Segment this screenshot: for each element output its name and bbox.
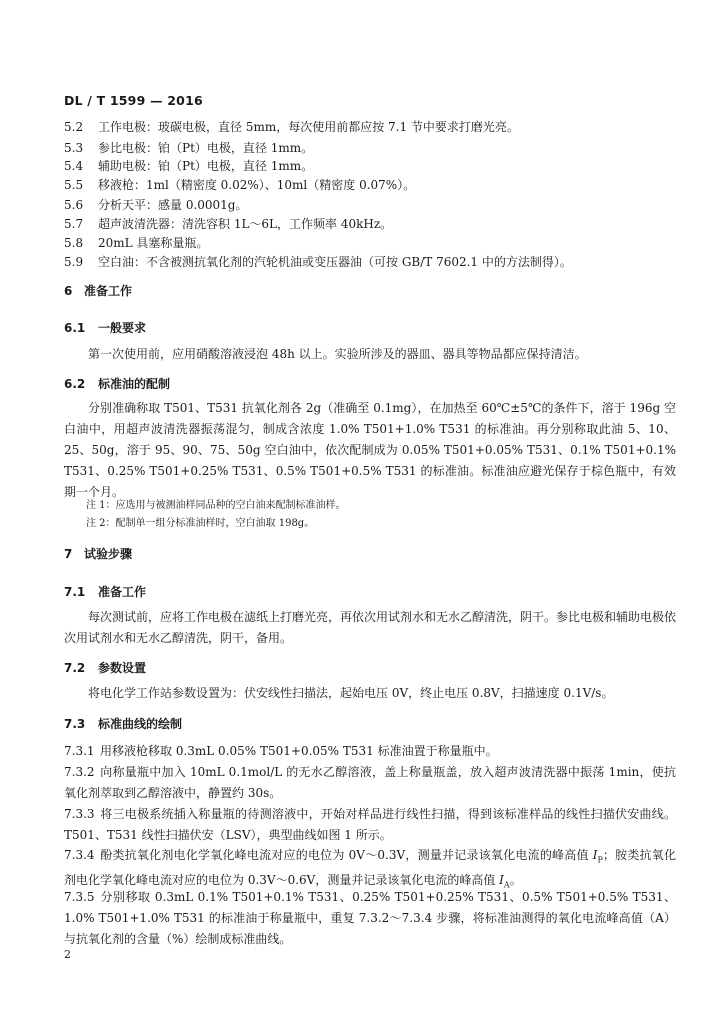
item-7-3-5: 7.3.5 分别移取 0.3mL 0.1% T501+0.1% T531、0.25% T501+0.25% T531、0.5% T501+0.5% T531、1.0% T501+1.0% T531 的标准油于称量瓶中，重复 7.3.2～7.3.4 步骤，将标准油测得的氧化电流峰高值（A）与抗氧化剂的含量（%）绘制成标准曲线。	[64, 890, 676, 946]
note-1: 注 1：应选用与被测油样同品种的空白油来配制标准油样。	[86, 500, 346, 511]
item-7-3-3: 7.3.3 将三电极系统插入称量瓶的待测溶液中，开始对样品进行线性扫描，得到该标准样品的线性扫描伏安曲线。T501、T531 线性扫描伏安（LSV），典型曲线如图 1 所示。	[64, 807, 676, 842]
section-7-heading: 7 试验步骤	[64, 547, 133, 561]
item-7-3-4: 7.3.4 酚类抗氧化剂电化学氧化峰电流对应的电位为 0V～0.3V，测量并记录该氧化电流的峰高值 $I_P$；胺类抗氧化剂电化学氧化峰电流对应的电位为 0.3V～0.6V，测量并记录该氧化电流的峰高值 $I_A$。	[64, 848, 676, 890]
item-7-3-1: 7.3.1 用移液枪移取 0.3mL 0.05% T501+0.05% T531 标准油置于称量瓶中。	[64, 744, 498, 758]
item-5-4: 5.4 辅助电极：铂（Pt）电极，直径 1mm。	[64, 159, 314, 173]
item-7-3-2: 7.3.2 向称量瓶中加入 10mL 0.1mol/L 的无水乙醇溶液，盖上称量瓶盖，放入超声波清洗器中振荡 1min，使抗氧化剂萃取到乙醇溶液中，静置约 30s。	[64, 765, 676, 800]
section-7-1-heading: 7.1 准备工作	[64, 585, 147, 599]
section-6-1-text: 第一次使用前，应用硝酸溶液浸泡 48h 以上。实验所涉及的器皿、器具等物品都应保持清洁。	[88, 347, 587, 361]
item-5-8: 5.8 20mL 具塞称量瓶。	[64, 236, 209, 250]
section-7-1-text: 每次测试前，应将工作电极在滤纸上打磨光亮，再依次用试剂水和无水乙醇清洗，阴干。参比电极和辅助电极依次用试剂水和无水乙醇清洗，阴干，备用。	[64, 610, 677, 645]
section-7-2-heading: 7.2 参数设置	[64, 661, 147, 675]
item-5-6: 5.6 分析天平：感量 0.0001g。	[64, 198, 248, 212]
page-number: 2	[64, 948, 71, 961]
section-6-2-text: 分别准确称取 T501、T531 抗氧化剂各 2g（准确至 0.1mg），在加热至 60℃±5℃的条件下，溶于 196g 空白油中，用超声波清洗器振荡混匀，制成含浓度 1.0% T501+1.0% T531 的标准油。再分别称取此油 5、10、25、50g，溶于 95、90、75、50g 空白油中，依次配制成为 0.05% T501+0.05% T531、0.1% T501+0.1% T531、0.25% T501+0.25% T531、0.5% T501+0.5% T531 的标准油。标准油应避光保存于棕色瓶中，有效期一个月。	[64, 401, 676, 499]
item-5-3: 5.3 参比电极：铂（Pt）电极，直径 1mm。	[64, 141, 314, 155]
document-header: DL / T 1599 — 2016	[64, 93, 203, 108]
item-5-9: 5.9 空白油：不含被测抗氧化剂的汽轮机油或变压器油（可按 GB/T 7602.1 中的方法制得）。	[64, 255, 572, 269]
section-6-heading: 6 准备工作	[64, 284, 133, 298]
section-7-3-heading: 7.3 标准曲线的绘制	[64, 717, 183, 731]
item-5-2: 5.2 工作电极：玻碳电极，直径 5mm，每次使用前都应按 7.1 节中要求打磨光亮。	[64, 120, 519, 134]
item-5-7: 5.7 超声波清洗器：清洗容积 1L～6L，工作频率 40kHz。	[64, 217, 393, 231]
note-2: 注 2：配制单一组分标准油样时，空白油取 198g。	[86, 518, 315, 529]
section-6-1-heading: 6.1 一般要求	[64, 321, 147, 335]
section-7-2-text: 将电化学工作站参数设置为：伏安线性扫描法，起始电压 0V，终止电压 0.8V，扫描速度 0.1V/s。	[88, 686, 614, 700]
section-6-2-heading: 6.2 标准油的配制	[64, 377, 171, 391]
item-5-5: 5.5 移液枪：1ml（精密度 0.02%）、10ml（精密度 0.07%）。	[64, 178, 416, 192]
